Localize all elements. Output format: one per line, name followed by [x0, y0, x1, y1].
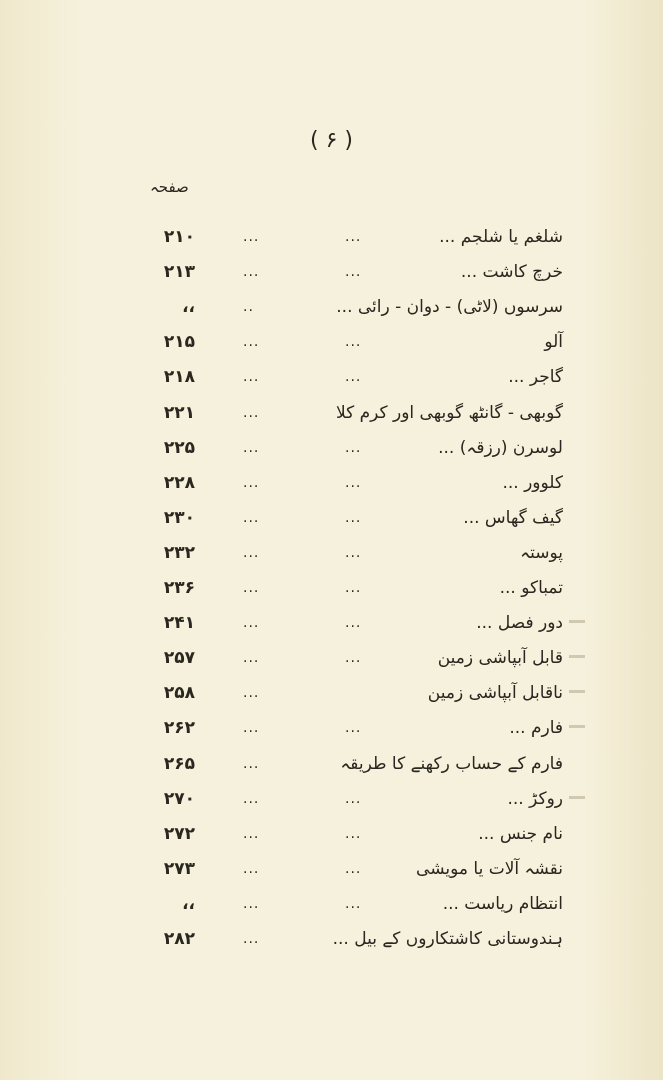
toc-entry	[0, 608, 663, 638]
entry-leader-dots: ..	[243, 299, 254, 316]
entry-title: فارم کے حساب رکھنے کا طریقہ	[340, 753, 563, 774]
entry-title: گاجر ...	[508, 367, 563, 388]
entry-leader-dots: ...	[345, 895, 362, 912]
entry-leader-dots: ...	[243, 931, 260, 947]
entry-page-number: ۲۱۰	[163, 227, 195, 247]
toc-entry	[0, 538, 663, 568]
toc-entry	[0, 468, 663, 498]
entry-leader-dots: ...	[243, 544, 260, 561]
entry-leader-dots: ...	[243, 790, 260, 807]
toc-entry	[0, 257, 663, 287]
toc-entry	[0, 784, 663, 814]
entry-page-number: ۲۲۱	[163, 402, 195, 423]
entry-page-number: ۲۳۲	[163, 542, 195, 563]
entry-title: کلوور ...	[502, 472, 563, 493]
entry-title: روکڑ ...	[507, 788, 563, 809]
entry-leader-dots: ...	[345, 229, 362, 245]
margin-pencil-mark	[569, 796, 585, 799]
entry-title: آلو	[544, 332, 563, 353]
entry-page-number: ۲۵۸	[163, 683, 195, 704]
entry-page-number: ۲۲۸	[163, 472, 195, 493]
entry-leader-dots: ...	[345, 580, 362, 596]
toc-entry	[0, 398, 663, 428]
entry-leader-dots: ...	[243, 755, 260, 772]
entry-leader-dots: ...	[243, 369, 260, 386]
entry-leader-dots: ...	[345, 790, 362, 807]
entry-leader-dots: ...	[243, 404, 260, 421]
toc-entry	[0, 503, 663, 533]
entry-leader-dots: ...	[345, 474, 362, 491]
entry-title: شلغم یا شلجم ...	[439, 227, 563, 247]
entry-page-number: ۲۳۶	[163, 578, 195, 598]
toc-entry	[0, 819, 663, 849]
toc-entry	[0, 924, 663, 954]
entry-leader-dots: ...	[345, 544, 362, 561]
toc-entry	[0, 749, 663, 779]
toc-entry	[0, 678, 663, 708]
entry-page-number: ۲۷۰	[163, 788, 195, 809]
entry-title: فارم ...	[509, 718, 563, 739]
entry-page-number: ۲۱۳	[163, 262, 195, 283]
entry-title: نام جنس ...	[478, 823, 563, 844]
entry-page-number: ۲۷۲	[163, 823, 195, 844]
entry-page-number: ۲۱۸	[163, 367, 195, 388]
toc-entry	[0, 889, 663, 919]
entry-leader-dots: ...	[243, 509, 260, 526]
entry-leader-dots: ...	[345, 509, 362, 526]
entry-title: دور فصل ...	[476, 613, 563, 634]
entry-title: تمباکو ...	[499, 578, 563, 598]
entry-leader-dots: ...	[345, 720, 362, 737]
page-number: ( ۶ )	[310, 128, 353, 153]
toc-entry	[0, 362, 663, 392]
margin-pencil-mark	[569, 620, 585, 623]
toc-entry	[0, 643, 663, 673]
page-column-header: صفحہ	[150, 178, 189, 196]
entry-page-number: ۲۸۲	[163, 929, 195, 949]
entry-title: گوبھی - گانٹھ گوبھی اور کرم کلا	[335, 402, 563, 423]
entry-leader-dots: ...	[243, 860, 260, 877]
margin-pencil-mark	[569, 690, 585, 693]
toc-entry	[0, 433, 663, 463]
entry-title: لوسرن (رزقہ) ...	[438, 437, 563, 458]
toc-entry	[0, 854, 663, 884]
entry-page-number: ،،	[182, 297, 195, 318]
entry-title: انتظام ریاست ...	[442, 893, 563, 914]
entry-leader-dots: ...	[243, 439, 260, 456]
entry-title: پوستہ	[520, 542, 563, 563]
entry-leader-dots: ...	[345, 369, 362, 386]
entry-page-number: ۲۶۵	[163, 753, 195, 774]
entry-title: قابل آبپاشی زمین	[437, 648, 563, 669]
toc-entry	[0, 222, 663, 252]
entry-leader-dots: ...	[345, 825, 362, 842]
entry-page-number: ۲۱۵	[163, 332, 195, 353]
entry-leader-dots: ...	[243, 474, 260, 491]
entry-leader-dots: ...	[345, 615, 362, 632]
margin-pencil-mark	[569, 725, 585, 728]
entry-leader-dots: ...	[243, 580, 260, 596]
entry-leader-dots: ...	[345, 334, 362, 351]
entry-page-number: ۲۳۰	[163, 507, 195, 528]
entry-page-number: ۲۴۱	[163, 613, 195, 634]
entry-leader-dots: ...	[243, 895, 260, 912]
entry-leader-dots: ...	[243, 720, 260, 737]
entry-leader-dots: ...	[243, 229, 260, 245]
entry-page-number: ۲۷۳	[163, 858, 195, 879]
toc-entry	[0, 713, 663, 743]
margin-pencil-mark	[569, 655, 585, 658]
entry-page-number: ۲۲۵	[163, 437, 195, 458]
entry-leader-dots: ...	[345, 439, 362, 456]
entry-title: ہندوستانی کاشتکاروں کے بیل ...	[332, 929, 563, 949]
entry-title: گیف گھاس ...	[463, 507, 563, 528]
entry-leader-dots: ...	[345, 650, 362, 667]
toc-entry	[0, 327, 663, 357]
toc-entry	[0, 292, 663, 322]
entry-page-number: ۲۵۷	[163, 648, 195, 669]
entry-title: نقشہ آلات یا مویشی	[416, 858, 563, 879]
entry-leader-dots: ...	[243, 615, 260, 632]
entry-page-number: ،،	[182, 893, 195, 914]
entry-title: خرچ کاشت ...	[460, 262, 563, 283]
entry-leader-dots: ...	[345, 860, 362, 877]
entry-leader-dots: ...	[243, 825, 260, 842]
entry-leader-dots: ...	[243, 685, 260, 702]
entry-title: سرسوں (لاٹی) - دوان - رائی ...	[336, 297, 563, 318]
entry-leader-dots: ...	[243, 334, 260, 351]
toc-entry	[0, 573, 663, 603]
entry-page-number: ۲۶۲	[163, 718, 195, 739]
entry-leader-dots: ...	[243, 264, 260, 281]
entry-leader-dots: ...	[243, 650, 260, 667]
entry-title: ناقابل آبپاشی زمین	[427, 683, 563, 704]
entry-leader-dots: ...	[345, 264, 362, 281]
